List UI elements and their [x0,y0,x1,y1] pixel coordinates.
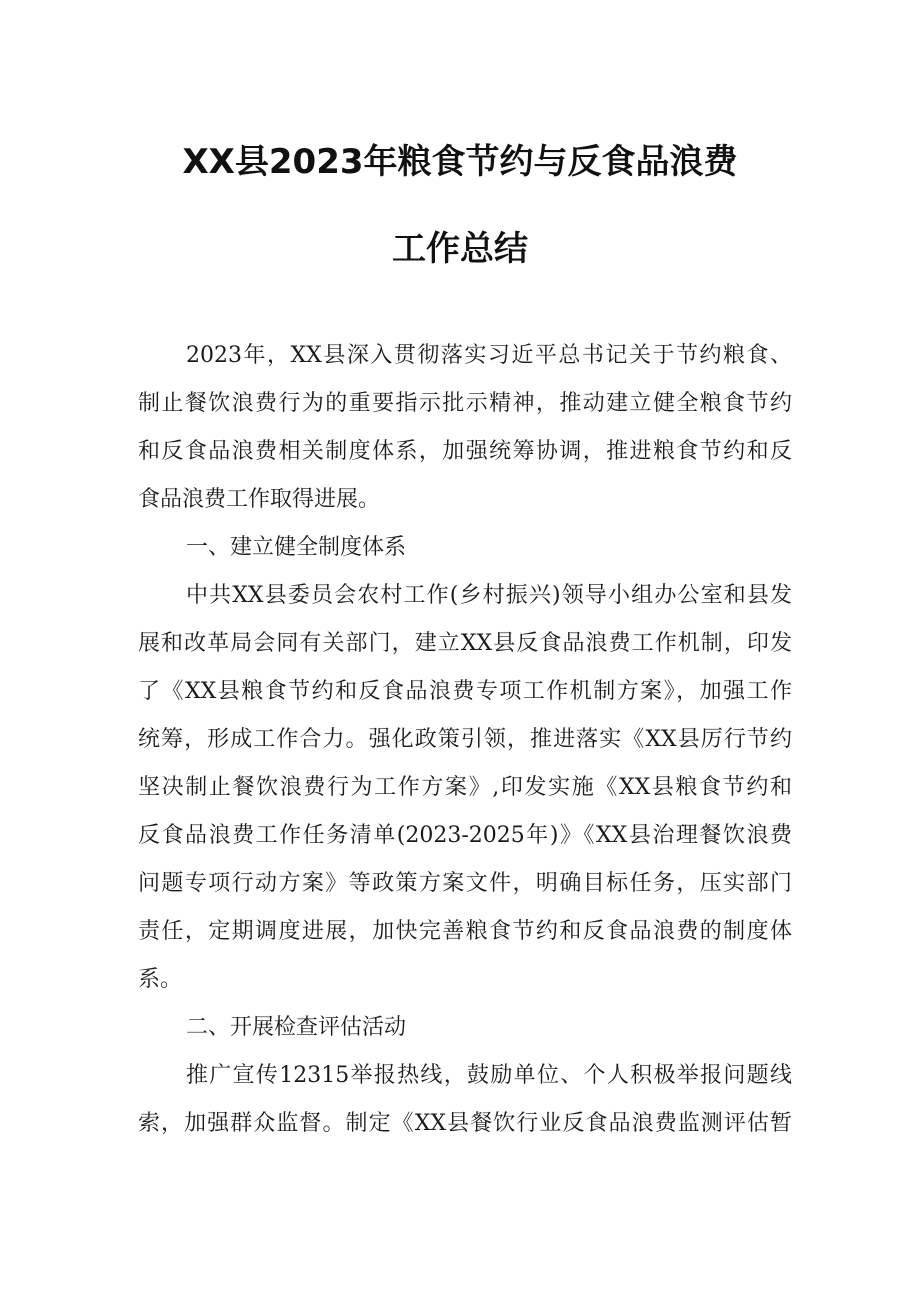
paragraph-section2-line: 索，加强群众监督。制定《XX县餐饮行业反食品浪费监测评估暂 [138,1111,792,1136]
document-body [138,332,792,1148]
paragraph-intro-line: 制止餐饮浪费行为的重要指示批示精神，推动建立健全粮食节约 [138,391,792,416]
paragraph-section1-line: 反食品浪费工作任务清单(2023-2025年)》《XX县治理餐饮浪费 [138,823,792,848]
paragraph-section1-line: 展和改革局会同有关部门，建立XX县反食品浪费工作机制，印发 [138,631,792,656]
paragraph-section1-line: 坚决制止餐饮浪费行为工作方案》,印发实施《XX县粮食节约和 [138,775,792,800]
paragraph-intro-line: 食品浪费工作取得进展。 [138,487,381,512]
paragraph-section2-line: 推广宣传12315举报热线，鼓励单位、个人积极举报问题线 [186,1063,792,1088]
paragraph-section1-line: 问题专项行动方案》等政策方案文件，明确目标任务，压实部门 [138,871,792,896]
paragraph-intro-line: 和反食品浪费相关制度体系，加强统筹协调，推进粮食节约和反 [138,439,792,464]
section-heading-2: 二、开展检查评估活动 [186,1015,407,1040]
document-title-line-1: XX县2023年粮食节约与反食品浪费 [182,142,738,182]
section-heading-1: 一、建立健全制度体系 [186,535,407,560]
paragraph-intro-line: 2023年，XX县深入贯彻落实习近平总书记关于节约粮食、 [186,343,792,368]
paragraph-section1-line: 中共XX县委员会农村工作(乡村振兴)领导小组办公室和县发 [186,583,792,608]
paragraph-section1-line: 系。 [138,967,183,992]
paragraph-section1-line: 了《XX县粮食节约和反食品浪费专项工作机制方案》，加强工作 [138,679,792,704]
paragraph-section1-line: 统筹，形成工作合力。强化政策引领，推进落实《XX县厉行节约 [138,727,792,752]
paragraph-section1-line: 责任，定期调度进展，加快完善粮食节约和反食品浪费的制度体 [138,919,792,944]
document-title-line-2: 工作总结 [392,229,528,269]
